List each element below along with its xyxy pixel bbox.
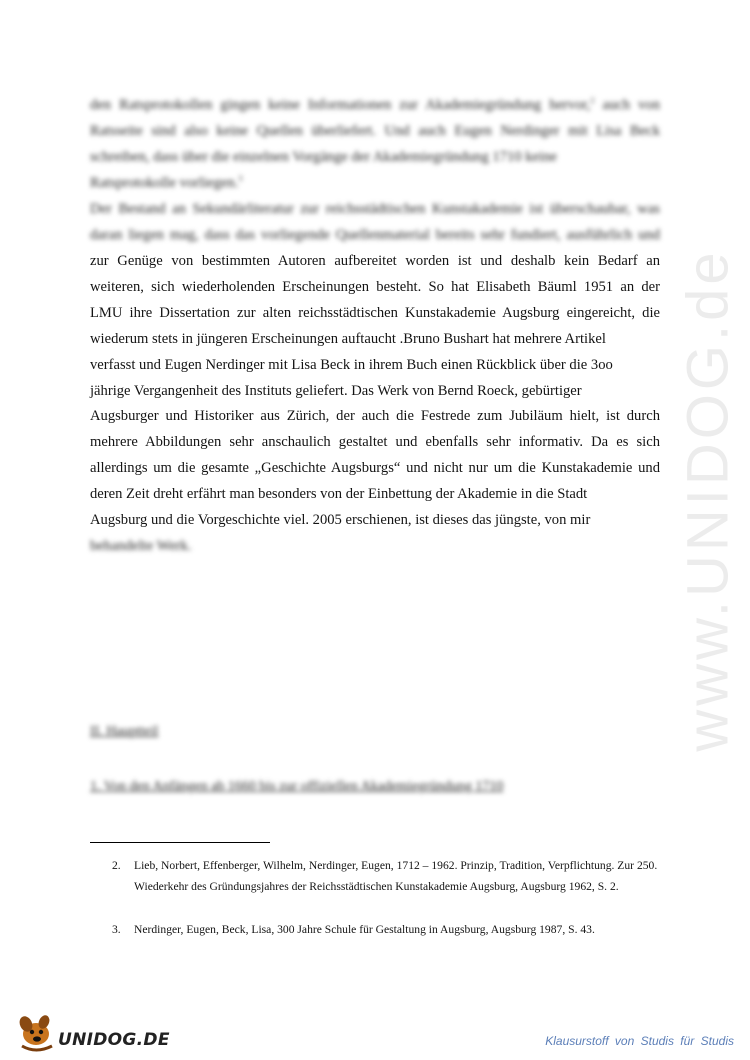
unidog-logo[interactable] [14, 1008, 174, 1052]
text-line: mehrere Abbildungen sehr anschaulich gestaltet und ebenfalls sehr informativ. Da es sich [90, 434, 660, 451]
text-line: Augsburger und Historiker aus Zürich, der auch die Festrede zum Jubiläum hielt, ist durch [90, 408, 660, 425]
footnote-mark: 2 [590, 96, 595, 106]
footnote-number: 3. [112, 923, 121, 936]
text-line: den Ratsprotokollen gingen keine Informationen zur Akademiegründung hervor,$^2$ auch von [90, 96, 660, 113]
text-line: allerdings um die gesamte „Geschichte Augsburgs“ und nicht nur um die Kunstakademie und [90, 460, 660, 477]
intro-paragraph-blurred [90, 93, 660, 248]
text-line: Ratsseite sind also keine Quellen überliefert. Und auch Eugen Nerdinger mit Lisa Beck [90, 122, 660, 139]
text-line: verfasst und Eugen Nerdinger mit Lisa Beck in ihrem Buch einen Rückblick über die 3oo [90, 356, 613, 373]
footnote [112, 856, 667, 897]
text-line: weiteren, sich wiederholenden Erscheinungen besteht. So hat Elisabeth Bäuml 1951 an der [90, 278, 660, 295]
footnote-divider [90, 842, 270, 843]
text-line: schreiben, dass über die einzelnen Vorgänge der Akademiegründung 1710 keine [90, 148, 557, 165]
text-line: Der Bestand an Sekundärliteratur zur reichsstädtischen Kunstakademie ist überschaubar, was [90, 200, 660, 217]
text-line: zur Genüge von bestimmten Autoren aufbereitet worden ist und deshalb kein Bedarf an [90, 253, 660, 269]
text-line: Augsburg und die Vorgeschichte viel. 2005 erschienen, ist dieses das jüngste, von mir [90, 512, 591, 529]
footnote-text: Nerdinger, Eugen, Beck, Lisa, 300 Jahre Schule für Gestaltung in Augsburg, Augsburg 1987, S. 43. [134, 923, 595, 936]
watermark: www.UNIDOG.de [675, 248, 741, 752]
text-line: jährige Vergangenheit des Instituts geliefert. Das Werk von Bernd Roeck, gebürtiger [90, 382, 582, 399]
main-paragraph [90, 249, 660, 560]
footnote-number: 2. [112, 859, 121, 872]
logo-text: UNIDOG.DE [58, 1030, 170, 1050]
text-line: Ratsprotokolle vorliegen. [90, 174, 239, 191]
footnote [112, 920, 667, 941]
text-line: LMU ihre Dissertation zur alten reichsstädtischen Kunstakademie Augsburg eingereicht, die [90, 304, 660, 321]
text-line-blurred: behandelte Werk. [90, 537, 192, 554]
dog-mascot-icon [14, 1008, 60, 1052]
subsection-heading: 1. Von den Anfängen ab 1660 bis zur offiziellen Akademiegründung 1710 [90, 779, 504, 794]
footnote-mark: 3 [238, 173, 243, 183]
footnote-text: Lieb, Norbert, Effenberger, Wilhelm, Nerdinger, Eugen, 1712 – 1962. Prinzip, Tradition, Verpflichtung. Zur 250. Wiederkehr des Gründungsjahres der Reichsstädtischen Kunstakademie Augsburg, Augsburg 1962, S. 2. [134, 859, 658, 893]
section-heading: II. Hauptteil [90, 724, 159, 739]
footer-tagline: Klausurstoff von Studis für Studis [545, 1034, 734, 1048]
text-line: wiederum stets in jüngeren Erscheinungen auftaucht .Bruno Bushart hat mehrere Artikel [90, 330, 606, 347]
text-line: deren Zeit dreht erfährt man besonders von der Einbettung der Akademie in die Stadt [90, 486, 588, 503]
text-line: daran liegen mag, dass das vorliegende Quellenmaterial bereits sehr fundiert, ausführlich und [90, 226, 660, 243]
